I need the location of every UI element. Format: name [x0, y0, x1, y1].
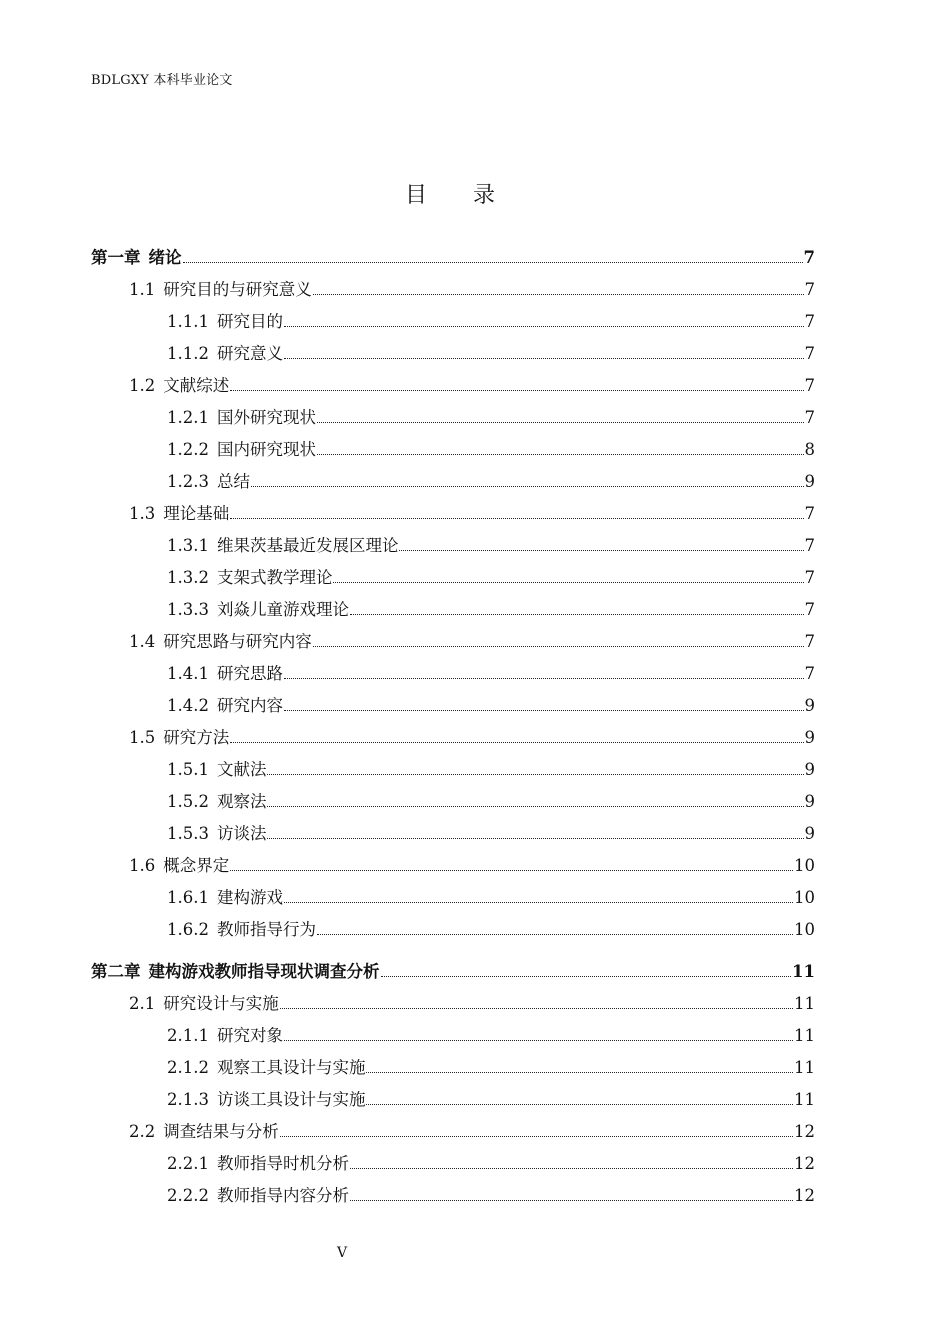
toc-entry-page: 7	[804, 664, 815, 683]
toc-section-entry[interactable]	[91, 1116, 815, 1148]
toc-dot-leader	[284, 710, 804, 711]
toc-dot-leader	[251, 486, 804, 487]
toc-entry-number: 1.3.1	[167, 536, 209, 555]
toc-entry-label	[129, 626, 312, 658]
toc-entry-label	[167, 1052, 365, 1084]
toc-entry-page: 8	[804, 440, 815, 459]
toc-subsection-entry[interactable]	[91, 690, 815, 722]
toc-entry-title: 调查结果与分析	[163, 1122, 279, 1141]
toc-entry-label	[167, 530, 398, 562]
toc-dot-leader	[230, 870, 793, 871]
toc-dot-leader	[333, 582, 803, 583]
toc-entry-label	[167, 594, 349, 626]
toc-entry-label	[167, 466, 250, 498]
toc-subsection-entry[interactable]	[91, 466, 815, 498]
toc-entry-title: 国内研究现状	[216, 440, 316, 459]
running-header: BDLGXY 本科毕业论文	[91, 73, 233, 88]
toc-entry-label	[167, 434, 316, 466]
toc-entry-label	[167, 1180, 349, 1212]
toc-entry-page: 7	[804, 376, 815, 395]
toc-entry-page: 7	[804, 632, 815, 651]
toc-entry-title: 研究意义	[216, 344, 283, 363]
toc-subsection-entry[interactable]	[91, 594, 815, 626]
toc-entry-number: 1.2.2	[167, 440, 209, 459]
toc-entry-label	[167, 818, 266, 850]
toc-entry-number: 1.4	[129, 632, 156, 651]
toc-subsection-entry[interactable]	[91, 1084, 815, 1116]
toc-subsection-entry[interactable]	[91, 1052, 815, 1084]
toc-entry-label	[167, 562, 332, 594]
toc-entry-number: 2.1.3	[167, 1090, 209, 1109]
toc-entry-title: 总结	[216, 472, 250, 491]
toc-dot-leader	[284, 358, 804, 359]
toc-entry-label	[167, 786, 266, 818]
toc-entry-number: 第一章	[91, 248, 141, 267]
toc-dot-leader	[284, 678, 804, 679]
toc-entry-label	[167, 690, 283, 722]
toc-dot-leader	[230, 390, 803, 391]
toc-entry-title: 访谈工具设计与实施	[216, 1090, 366, 1109]
toc-entry-page: 11	[794, 1026, 815, 1045]
toc-entry-page: 9	[804, 824, 815, 843]
toc-section-entry[interactable]	[91, 988, 815, 1020]
toc-chapter-entry[interactable]	[91, 956, 815, 988]
toc-dot-leader	[267, 774, 803, 775]
toc-entry-title: 研究思路与研究内容	[163, 632, 312, 651]
toc-entry-title: 研究目的与研究意义	[163, 280, 312, 299]
toc-entry-page: 9	[804, 792, 815, 811]
toc-entry-page: 11	[794, 1090, 815, 1109]
toc-entry-page: 9	[804, 760, 815, 779]
toc-entry-page: 12	[794, 1154, 815, 1173]
toc-entry-title: 访谈法	[216, 824, 267, 843]
toc-entry-label	[167, 658, 283, 690]
toc-entry-label	[129, 274, 312, 306]
toc-entry-number: 1.2.1	[167, 408, 209, 427]
toc-subsection-entry[interactable]	[91, 1180, 815, 1212]
toc-entry-page: 9	[804, 696, 815, 715]
toc-dot-leader	[183, 262, 803, 263]
toc-entry-label	[167, 1084, 365, 1116]
toc-entry-title: 研究设计与实施	[163, 994, 279, 1013]
toc-entry-page: 12	[794, 1186, 815, 1205]
toc-entry-title: 研究方法	[163, 728, 230, 747]
toc-entry-page: 9	[804, 728, 815, 747]
toc-entry-title: 文献法	[216, 760, 267, 779]
toc-entry-number: 2.2.2	[167, 1186, 209, 1205]
toc-title-part2: 录	[473, 183, 496, 208]
toc-entry-label	[167, 914, 316, 946]
toc-dot-leader	[366, 1104, 793, 1105]
toc-subsection-entry[interactable]	[91, 754, 815, 786]
toc-entry-title: 维果茨基最近发展区理论	[216, 536, 399, 555]
toc-subsection-entry[interactable]	[91, 530, 815, 562]
toc-entry-title: 文献综述	[163, 376, 230, 395]
toc-dot-leader	[381, 976, 792, 977]
toc-subsection-entry[interactable]	[91, 1148, 815, 1180]
toc-section-entry[interactable]	[91, 722, 815, 754]
toc-entry-title: 建构游戏教师指导现状调查分析	[148, 962, 380, 981]
toc-entry-label	[167, 402, 316, 434]
toc-entry-title: 教师指导行为	[216, 920, 316, 939]
toc-entry-number: 1.3.2	[167, 568, 209, 587]
toc-entry-number: 1.5.1	[167, 760, 209, 779]
toc-entry-label	[129, 988, 279, 1020]
toc-entry-label	[129, 498, 229, 530]
toc-dot-leader	[284, 326, 804, 327]
toc-entry-page: 10	[794, 856, 815, 875]
toc-entry-title: 教师指导时机分析	[216, 1154, 349, 1173]
toc-entry-label	[167, 306, 283, 338]
toc-entry-number: 1.1.2	[167, 344, 209, 363]
toc-entry-page: 12	[794, 1122, 815, 1141]
toc-entry-label	[167, 882, 283, 914]
toc-subsection-entry[interactable]	[91, 562, 815, 594]
toc-title-part1: 目	[404, 183, 427, 208]
toc-subsection-entry[interactable]	[91, 818, 815, 850]
toc-entry-label	[129, 1116, 279, 1148]
toc-entry-title: 教师指导内容分析	[216, 1186, 349, 1205]
toc-dot-leader	[280, 1008, 793, 1009]
toc-entry-title: 观察法	[216, 792, 267, 811]
toc-entry-number: 2.2.1	[167, 1154, 209, 1173]
toc-dot-leader	[317, 934, 793, 935]
toc-dot-leader	[280, 1136, 793, 1137]
toc-dot-leader	[317, 422, 804, 423]
toc-entry-page: 7	[804, 408, 815, 427]
toc-entry-page: 7	[803, 248, 815, 267]
toc-dot-leader	[230, 742, 803, 743]
toc-subsection-entry[interactable]	[91, 434, 815, 466]
toc-entry-number: 1.6.1	[167, 888, 209, 907]
toc-section-entry[interactable]	[91, 370, 815, 402]
toc-dot-leader	[313, 294, 804, 295]
toc-entry-number: 2.1.1	[167, 1026, 209, 1045]
toc-entry-title: 研究思路	[216, 664, 283, 683]
toc-entry-title: 研究内容	[216, 696, 283, 715]
toc-entry-title: 理论基础	[163, 504, 230, 523]
toc-dot-leader	[284, 902, 793, 903]
toc-chapter-entry[interactable]	[91, 242, 815, 274]
toc-entry-label	[129, 850, 229, 882]
toc-dot-leader	[399, 550, 803, 551]
toc-entry-page: 7	[804, 536, 815, 555]
toc-entry-label	[167, 1148, 349, 1180]
toc-title	[0, 178, 900, 209]
toc-subsection-entry[interactable]	[91, 914, 815, 946]
toc-entry-page: 7	[804, 568, 815, 587]
toc-entry-title: 支架式教学理论	[216, 568, 333, 587]
toc-entry-number: 2.1	[129, 994, 156, 1013]
toc-entry-number: 1.3	[129, 504, 156, 523]
toc-section-entry[interactable]	[91, 274, 815, 306]
toc-entry-number: 1.4.1	[167, 664, 209, 683]
toc-dot-leader	[350, 614, 804, 615]
toc-entry-number: 1.5.2	[167, 792, 209, 811]
toc-dot-leader	[366, 1072, 793, 1073]
toc-dot-leader	[230, 518, 803, 519]
toc-entry-number: 1.1	[129, 280, 156, 299]
toc-subsection-entry[interactable]	[91, 786, 815, 818]
toc-entry-page: 9	[804, 472, 815, 491]
toc-section-entry[interactable]	[91, 498, 815, 530]
toc-entry-label	[167, 754, 266, 786]
toc-entry-title: 研究对象	[216, 1026, 283, 1045]
toc-entry-page: 11	[794, 994, 815, 1013]
toc-entry-label	[129, 370, 229, 402]
toc-entry-number: 1.2	[129, 376, 156, 395]
toc-entry-title: 绪论	[148, 248, 182, 267]
toc-entry-number: 1.1.1	[167, 312, 209, 331]
toc-entry-number: 第二章	[91, 962, 141, 981]
toc-subsection-entry[interactable]	[91, 882, 815, 914]
toc-dot-leader	[267, 838, 803, 839]
toc-entry-page: 7	[804, 504, 815, 523]
toc-subsection-entry[interactable]	[91, 1020, 815, 1052]
toc-dot-leader	[267, 806, 803, 807]
toc-entry-number: 1.6	[129, 856, 156, 875]
toc-entry-title: 建构游戏	[216, 888, 283, 907]
toc-entry-number: 1.6.2	[167, 920, 209, 939]
toc-entry-page: 7	[804, 312, 815, 331]
toc-entry-label	[91, 956, 380, 988]
toc-entry-page: 11	[794, 1058, 815, 1077]
toc-subsection-entry[interactable]	[91, 402, 815, 434]
toc-entry-title: 观察工具设计与实施	[216, 1058, 366, 1077]
toc-entry-number: 2.2	[129, 1122, 156, 1141]
toc-entry-title: 概念界定	[163, 856, 230, 875]
toc-entry-page: 7	[804, 280, 815, 299]
toc-section-entry[interactable]	[91, 626, 815, 658]
toc-entry-number: 1.5.3	[167, 824, 209, 843]
toc-section-entry[interactable]	[91, 850, 815, 882]
toc-entry-page: 11	[792, 962, 815, 981]
toc-dot-leader	[284, 1040, 793, 1041]
toc-entry-page: 7	[804, 344, 815, 363]
toc-dot-leader	[350, 1168, 793, 1169]
toc-entry-page: 10	[794, 888, 815, 907]
toc-entry-label	[167, 338, 283, 370]
toc-entry-page: 7	[804, 600, 815, 619]
toc-entry-title: 刘焱儿童游戏理论	[216, 600, 349, 619]
toc-dot-leader	[350, 1200, 793, 1201]
toc-subsection-entry[interactable]	[91, 306, 815, 338]
toc-dot-leader	[313, 646, 804, 647]
toc-entry-label	[129, 722, 229, 754]
toc-subsection-entry[interactable]	[91, 338, 815, 370]
toc-entry-number: 1.5	[129, 728, 156, 747]
toc-entry-title: 国外研究现状	[216, 408, 316, 427]
toc-entry-number: 1.3.3	[167, 600, 209, 619]
toc-entry-number: 1.2.3	[167, 472, 209, 491]
toc-entry-label	[91, 242, 182, 274]
toc-entry-page: 10	[794, 920, 815, 939]
page-number-footer: V	[337, 1245, 348, 1261]
toc-dot-leader	[317, 454, 804, 455]
toc-entry-label	[167, 1020, 283, 1052]
toc-entry-number: 2.1.2	[167, 1058, 209, 1077]
toc-entry-title: 研究目的	[216, 312, 283, 331]
table-of-contents	[91, 242, 815, 1212]
toc-subsection-entry[interactable]	[91, 658, 815, 690]
toc-entry-number: 1.4.2	[167, 696, 209, 715]
